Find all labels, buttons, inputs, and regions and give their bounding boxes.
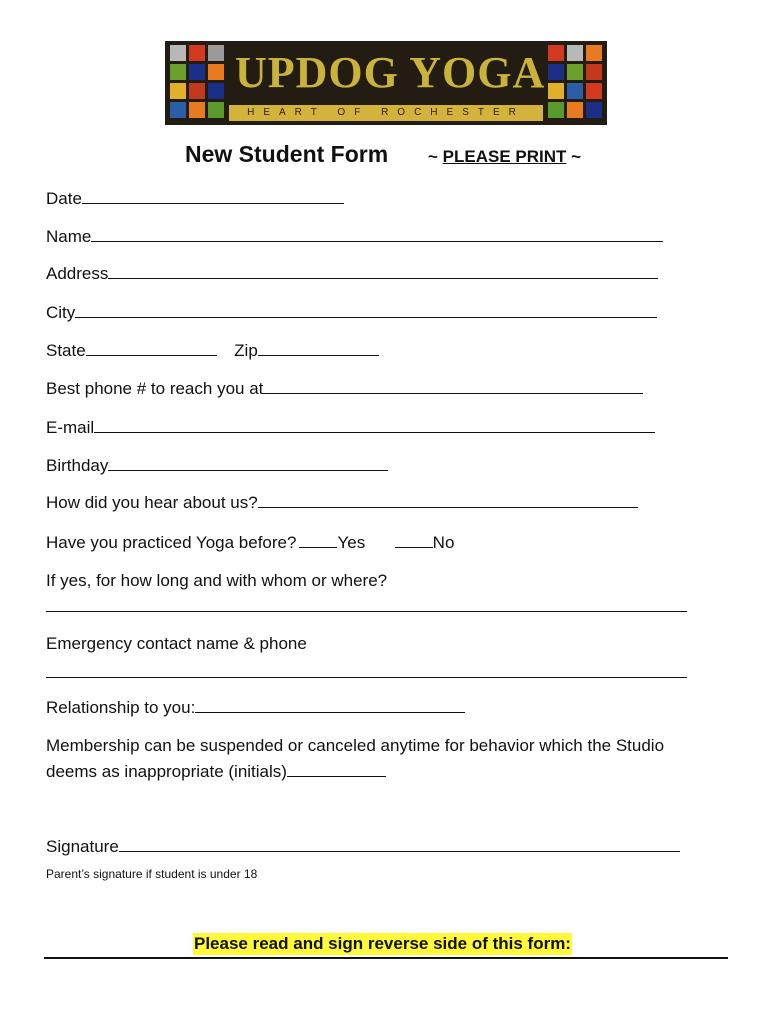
logo-wordmark: UPDOG YOGA xyxy=(235,48,546,97)
phone-label: Best phone # to reach you at xyxy=(46,379,264,398)
membership-initials-field[interactable] xyxy=(46,761,386,783)
name-label: Name xyxy=(46,227,92,246)
practiced-label: Have you practiced Yoga before? xyxy=(46,533,297,552)
hear-about-blank[interactable] xyxy=(258,492,638,508)
signature-blank[interactable] xyxy=(119,836,680,852)
reverse-side-notice: Please read and sign reverse side of this form: xyxy=(194,934,571,953)
logo-tile xyxy=(170,83,186,99)
logo-tile xyxy=(170,102,186,118)
logo-tile xyxy=(567,83,583,99)
logo-tile xyxy=(189,83,205,99)
form-title: New Student Form xyxy=(185,141,389,167)
logo-tile xyxy=(208,45,224,61)
logo-tile xyxy=(208,102,224,118)
address-field[interactable] xyxy=(46,263,658,285)
city-field[interactable] xyxy=(46,302,657,324)
address-label: Address xyxy=(46,264,109,283)
hear-about-field[interactable] xyxy=(46,492,638,514)
birthday-blank[interactable] xyxy=(108,455,388,471)
yes-label: Yes xyxy=(337,533,366,552)
please-print-label: PLEASE PRINT xyxy=(442,147,567,166)
logo-tile xyxy=(567,45,583,61)
relationship-label: Relationship to you: xyxy=(46,698,196,717)
logo-tile xyxy=(208,64,224,80)
membership-line2: deems as inappropriate (initials) xyxy=(46,762,287,781)
yes-blank[interactable] xyxy=(299,532,337,548)
email-label: E-mail xyxy=(46,418,95,437)
logo-tile xyxy=(586,45,602,61)
how-long-label: If yes, for how long and with whom or where? xyxy=(46,571,388,590)
logo-tile xyxy=(548,102,564,118)
name-field[interactable] xyxy=(46,226,663,248)
emergency-blank[interactable] xyxy=(46,677,687,678)
email-field[interactable] xyxy=(46,417,655,439)
logo-tile xyxy=(208,83,224,99)
birthday-label: Birthday xyxy=(46,456,109,475)
logo-tile xyxy=(170,64,186,80)
phone-field[interactable] xyxy=(46,378,643,400)
logo-tile xyxy=(548,64,564,80)
phone-blank[interactable] xyxy=(263,378,643,394)
birthday-field[interactable] xyxy=(46,455,388,477)
state-label: State xyxy=(46,341,86,360)
relationship-blank[interactable] xyxy=(195,697,465,713)
logo-tile xyxy=(567,64,583,80)
relationship-field[interactable] xyxy=(46,697,465,719)
logo-tile xyxy=(586,83,602,99)
membership-line1: Membership can be suspended or canceled anytime for behavior which the Studio xyxy=(46,736,665,755)
logo-tile xyxy=(170,45,186,61)
signature-label: Signature xyxy=(46,837,119,856)
logo-tile xyxy=(189,64,205,80)
how-long-blank[interactable] xyxy=(46,611,687,612)
print-suffix: ~ xyxy=(566,147,582,166)
city-label: City xyxy=(46,303,76,322)
logo-tiles-left xyxy=(170,45,224,118)
logo-tagline: HEART OF ROCHESTER xyxy=(229,105,543,121)
initials-blank[interactable] xyxy=(287,761,386,777)
logo-tile xyxy=(567,102,583,118)
name-blank[interactable] xyxy=(91,226,663,242)
zip-label: Zip xyxy=(234,341,258,360)
logo-tiles-right xyxy=(548,45,602,118)
logo-tile xyxy=(189,45,205,61)
bottom-rule xyxy=(44,957,728,959)
zip-blank[interactable] xyxy=(258,340,379,356)
practiced-field xyxy=(46,532,454,554)
logo-tile xyxy=(586,102,602,118)
logo-tile xyxy=(548,45,564,61)
address-blank[interactable] xyxy=(108,263,658,279)
hear-about-label: How did you hear about us? xyxy=(46,493,258,512)
parent-signature-note: Parent’s signature if student is under 18 xyxy=(46,867,258,881)
date-field[interactable] xyxy=(46,188,344,210)
emergency-label: Emergency contact name & phone xyxy=(46,634,307,653)
state-blank[interactable] xyxy=(86,340,217,356)
city-blank[interactable] xyxy=(75,302,657,318)
logo-tile xyxy=(586,64,602,80)
logo-tile xyxy=(189,102,205,118)
state-zip-field[interactable] xyxy=(46,340,379,362)
date-label: Date xyxy=(46,189,82,208)
email-blank[interactable] xyxy=(94,417,655,433)
please-print-note xyxy=(428,147,581,167)
print-prefix: ~ xyxy=(428,147,443,166)
signature-field[interactable] xyxy=(46,836,680,858)
logo-tile xyxy=(548,83,564,99)
updog-yoga-logo xyxy=(165,41,607,125)
no-blank[interactable] xyxy=(395,532,433,548)
date-blank[interactable] xyxy=(82,188,344,204)
no-label: No xyxy=(432,533,455,552)
